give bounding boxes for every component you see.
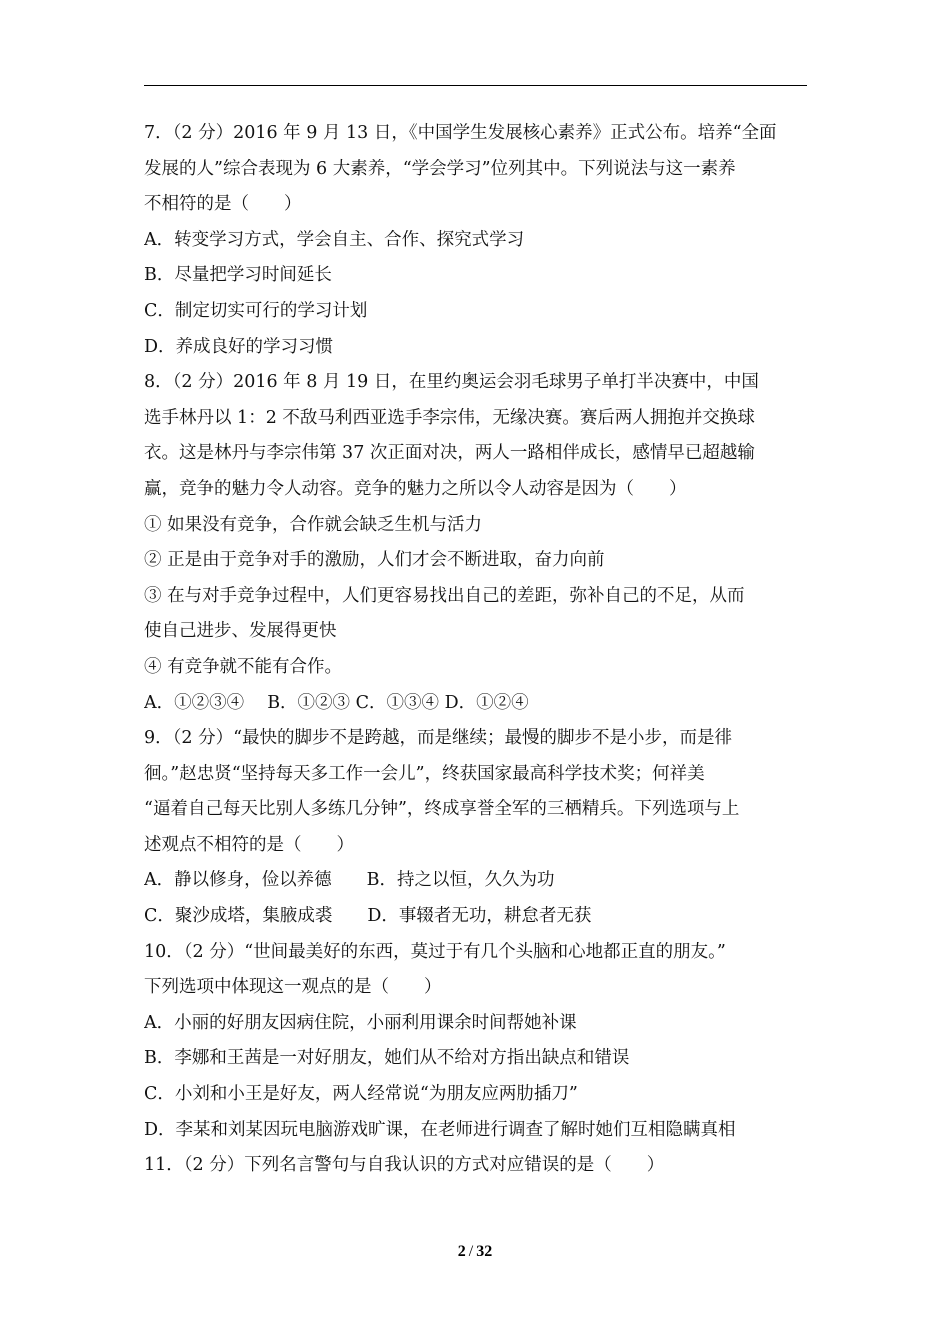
text-line: D．李某和刘某因玩电脑游戏旷课，在老师进行调查了解时她们互相隐瞒真相: [144, 1119, 736, 1140]
text-line: 下列选项中体现这一观点的是（ ）: [144, 977, 442, 998]
page-separator: /: [468, 1243, 474, 1260]
text-line: C．制定切实可行的学习计划: [144, 300, 368, 321]
text-line: 发展的人”综合表现为 6 大素养，“学会学习”位列其中。下列说法与这一素养: [144, 158, 736, 179]
text-line: 赢，竞争的魅力令人动容。竞争的魅力之所以令人动容是因为（ ）: [144, 478, 687, 499]
text-line: 7．（2 分）2016 年 9 月 13 日，《中国学生发展核心素养》正式公布。培养“全面: [144, 123, 777, 143]
text-line: C．聚沙成塔，集腋成裘 D．事辍者无功，耕怠者无获: [144, 906, 592, 927]
question-text: [144, 116, 808, 1184]
text-line: 选手林丹以 1：2 不敌马利西亚选手李宗伟，无缘决赛。赛后两人拥抱并交换球: [144, 407, 755, 428]
total-pages: 32: [476, 1243, 493, 1260]
text-line: ① 如果没有竞争，合作就会缺乏生机与活力: [144, 514, 483, 535]
text-line: A．静以修身，俭以养德 B．持之以恒，久久为功: [144, 870, 555, 891]
text-line: ③ 在与对手竞争过程中，人们更容易找出自己的差距，弥补自己的不足，从而: [144, 585, 745, 606]
text-line: B．李娜和王茜是一对好朋友，她们从不给对方指出缺点和错误: [144, 1048, 630, 1069]
text-line: 使自己进步、发展得更快: [144, 621, 337, 642]
text-line: A．①②③④ B．①②③ C．①③④ D．①②④: [144, 692, 529, 713]
text-line: ② 正是由于竞争对手的激励，人们才会不断进取，奋力向前: [144, 550, 605, 571]
text-line: D．养成良好的学习习惯: [144, 336, 334, 357]
text-line: A．小丽的好朋友因病住院，小丽利用课余时间帮她补课: [144, 1012, 577, 1033]
current-page: 2: [457, 1243, 466, 1260]
text-line: 10．（2 分）“世间最美好的东西，莫过于有几个头脑和心地都正直的朋友。”: [144, 941, 726, 962]
text-line: “逼着自己每天比别人多练几分钟”，终成享誉全军的三栖精兵。下列选项与上: [144, 799, 740, 820]
page-number: [0, 1243, 950, 1261]
text-line: ④ 有竞争就不能有合作。: [144, 656, 343, 677]
text-line: 11．（2 分）下列名言警句与自我认识的方式对应错误的是（ ）: [144, 1155, 665, 1176]
text-line: 徊。”赵忠贤“坚持每天多工作一会儿”，终获国家最高科学技术奖；何祥美: [144, 763, 705, 784]
text-line: 9．（2 分）“最快的脚步不是跨越，而是继续；最慢的脚步不是小步，而是徘: [144, 728, 733, 749]
text-line: 衣。这是林丹与李宗伟第 37 次正面对决，两人一路相伴成长，感情早已超越输: [144, 443, 755, 464]
text-line: 不相符的是（ ）: [144, 194, 302, 215]
text-line: 8．（2 分）2016 年 8 月 19 日，在里约奥运会羽毛球男子单打半决赛中，中国: [144, 372, 759, 393]
text-line: B．尽量把学习时间延长: [144, 265, 332, 286]
text-line: A．转变学习方式，学会自主、合作、探究式学习: [144, 229, 525, 250]
header-rule: [144, 85, 807, 86]
text-line: 述观点不相符的是（ ）: [144, 834, 354, 855]
text-line: C．小刘和小王是好友，两人经常说“为朋友应两肋插刀”: [144, 1084, 578, 1105]
